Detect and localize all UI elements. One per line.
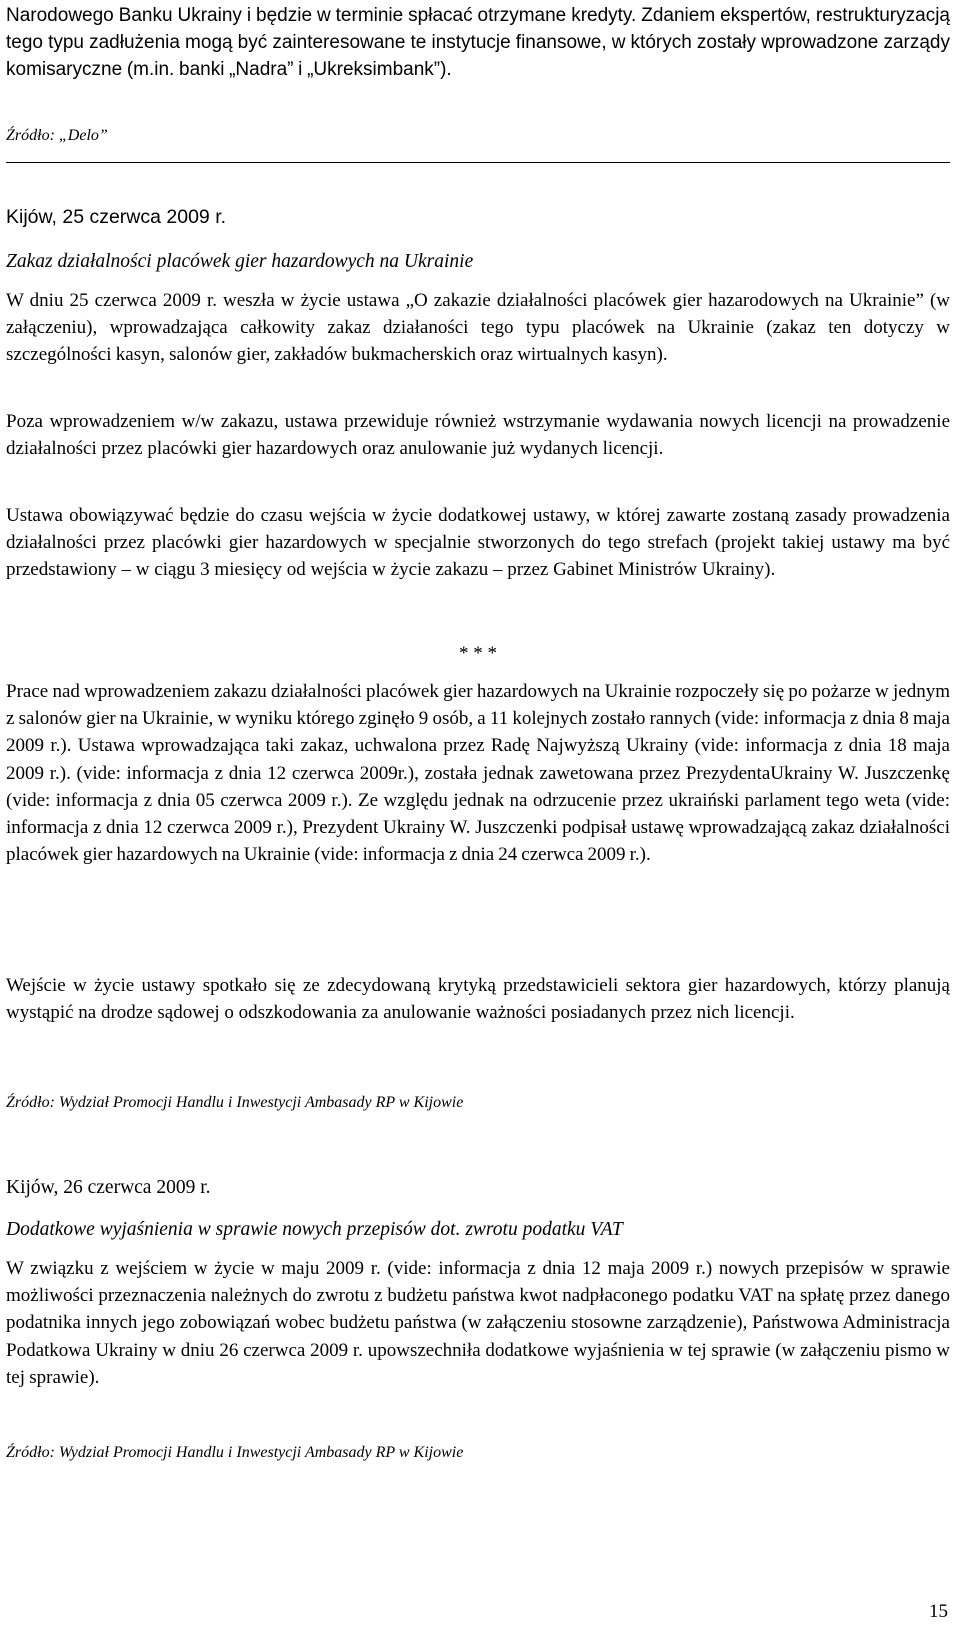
- article-1-paragraph-5: Wejście w życie ustawy spotkało się ze zdecydowaną krytyką przedstawicieli sektora gier hazardowych, którzy planują wystąpić na drodze sądowej o odszkodowania za anulowanie ważności posiadanych przez nich licencji.: [6, 975, 950, 1024]
- article-1-title: Zakaz działalności placówek gier hazardowych na Ukrainie: [6, 251, 474, 272]
- article-1-source: Źródło: Wydział Promocji Handlu i Inwestycji Ambasady RP w Kijowie: [6, 1094, 464, 1111]
- intro-paragraph: Narodowego Banku Ukrainy i będzie w terminie spłacać otrzymane kredyty. Zdaniem ekspertów, restrukturyzacją tego typu zadłużenia mogą być zainteresowane te instytucje finansowe, w których zostały wprowadzone zarządy komisaryczne (m.in. banki „Nadra” i „Ukreksimbank”).: [6, 5, 950, 81]
- article-1-paragraph-4: Prace nad wprowadzeniem zakazu działalności placówek gier hazardowych na Ukrainie rozpoczeły się po pożarze w jednym z salonów gier na Ukrainie, w wyniku którego zginęło 9 osób, a 11 kolejnych zostało rannych (vide: informacja z dnia 8 maja 2009 r.). Ustawa wprowadzająca taki zakaz, uchwalona przez Radę Najwyższą Ukrainy (vide: informacja z dnia 18 maja 2009 r.). (vide: informacja z dnia 12 czerwca 2009r.), została jednak zawetowana przez PrezydentaUkrainy W. Juszczenkę (vide: informacja z dnia 05 czerwca 2009 r.). Ze względu jednak na odrzucenie przez ukraiński parlament tego weta (vide: informacja z dnia 12 czerwca 2009 r.), Prezydent Ukrainy W. Juszczenki podpisał ustawę wprowadzającą zakaz działalności placówek gier hazardowych na Ukrainie (vide: informacja z dnia 24 czerwca 2009 r.).: [6, 681, 950, 866]
- document-page: [6, 0, 956, 1626]
- article-2-source: Źródło: Wydział Promocji Handlu i Inwestycji Ambasady RP w Kijowie: [6, 1444, 464, 1461]
- section-separator: * * *: [459, 643, 497, 664]
- article-1-date: Kijów, 25 czerwca 2009 r.: [6, 206, 227, 228]
- intro-source: Źródło: „Delo”: [6, 127, 108, 144]
- article-2-paragraph: W związku z wejściem w życie w maju 2009 r. (vide: informacja z dnia 12 maja 2009 r.) nowych przepisów w sprawie możliwości przeznaczenia należnych do zwrotu z budżetu państwa kwot nadpłaconego podatku VAT na spłatę przez danego podatnika innych jego zobowiązań wobec budżetu państwa (w załączeniu stosowne zarządzenie), Państwowa Administracja Podatkowa Ukrainy w dniu 26 czerwca 2009 r. upowszechniła dodatkowe wyjaśnienia w tej sprawie (w załączeniu pismo w tej sprawie).: [6, 1258, 950, 1388]
- article-1-paragraph-1: W dniu 25 czerwca 2009 r. weszła w życie ustawa „O zakazie działalności placówek gier hazarodowych na Ukrainie” (w załączeniu), wprowadzająca całkowity zakaz działaności tego typu placówek na Ukrainie (zakaz ten dotyczy w szczególności kasyn, salonów gier, zakładów bukmacherskich oraz wirtualnych kasyn).: [6, 290, 950, 366]
- article-2-date: Kijów, 26 czerwca 2009 r.: [6, 1177, 211, 1198]
- article-1-paragraph-2: Poza wprowadzeniem w/w zakazu, ustawa przewiduje również wstrzymanie wydawania nowych licencji na prowadzenie działalności przez placówki gier hazardowych oraz anulowanie już wydanych licencji.: [6, 411, 950, 460]
- article-1-paragraph-3: Ustawa obowiązywać będzie do czasu wejścia w życie dodatkowej ustawy, w której zawarte zostaną zasady prowadzenia działalności przez placówki gier hazardowych w specjalnie stworzonych do tego strefach (projekt takiej ustawy ma być przedstawiony – w ciągu 3 miesięcy od wejścia w życie zakazu – przez Gabinet Ministrów Ukrainy).: [6, 505, 950, 581]
- page-number: 15: [929, 1601, 948, 1622]
- article-2-title: Dodatkowe wyjaśnienia w sprawie nowych przepisów dot. zwrotu podatku VAT: [6, 1219, 623, 1240]
- section-divider: [6, 162, 950, 163]
